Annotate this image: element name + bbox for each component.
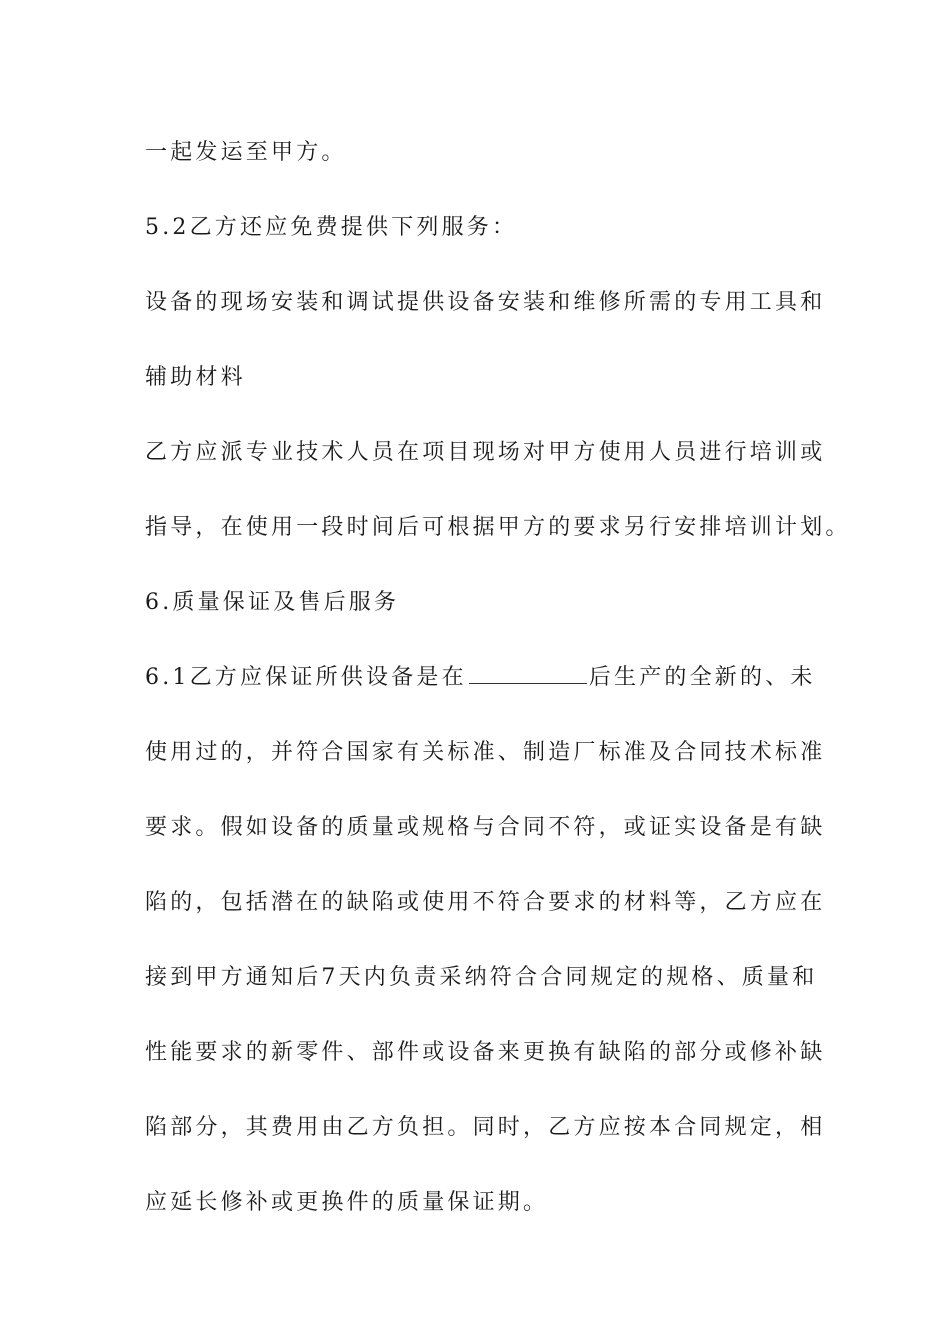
paragraph-line: 设备的现场安装和调试提供设备安装和维修所需的专用工具和 [145,290,826,315]
paragraph-line: 陷部分，其费用由乙方负担。同时，乙方应按本合同规定，相 [145,1115,826,1140]
clause-6-1-line [145,663,825,693]
clause-6-1-text-start: 6.1乙方应保证所供设备是在 [145,665,467,690]
paragraph-line: 陷的，包括潜在的缺陷或使用不符合要求的材料等，乙方应在 [145,890,826,915]
paragraph-line: 辅助材料 [145,365,246,390]
clause-6-1-text-end: 后生产的全新的、未 [588,665,816,690]
paragraph-line: 乙方应派专业技术人员在项目现场对甲方使用人员进行培训或 [145,440,826,465]
paragraph-line: 应延长修补或更换件的质量保证期。 [145,1190,549,1215]
paragraph-line: 一起发运至甲方。 [145,140,347,165]
paragraph-line: 性能要求的新零件、部件或设备来更换有缺陷的部分或修补缺 [145,1040,826,1065]
paragraph-line: 要求。假如设备的质量或规格与合同不符，或证实设备是有缺 [145,815,826,840]
paragraph-line: 接到甲方通知后7天内负责采纳符合合同规定的规格、质量和 [145,965,818,990]
section-heading-6: 6.质量保证及售后服务 [145,590,400,615]
section-heading-5-2: 5.2乙方还应免费提供下列服务： [145,215,518,240]
paragraph-line: 使用过的，并符合国家有关标准、制造厂标准及合同技术标准 [145,740,826,765]
fill-in-blank [469,663,587,684]
paragraph-line: 指导，在使用一段时间后可根据甲方的要求另行安排培训计划。 [145,515,851,540]
